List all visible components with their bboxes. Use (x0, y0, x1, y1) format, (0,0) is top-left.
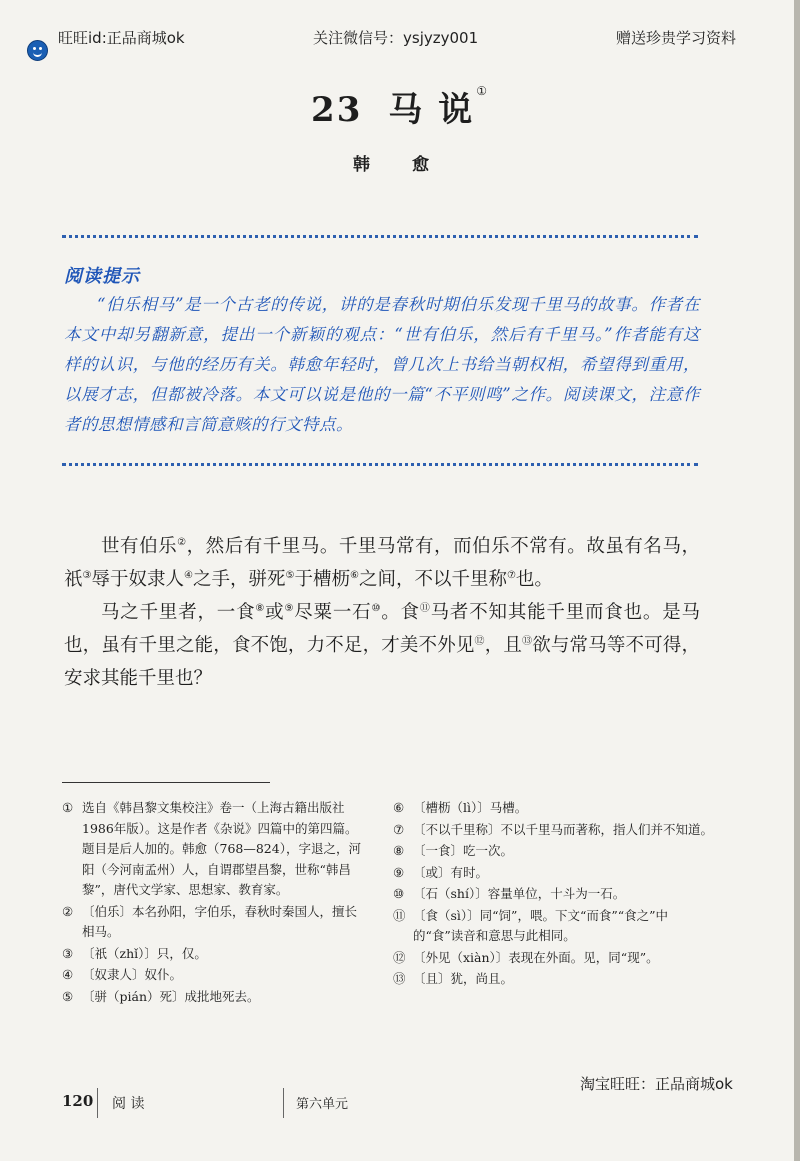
note-ref: ⑩ (371, 602, 382, 614)
footnote-text: 〔石（shí）〕容量单位，十斗为一石。 (413, 886, 626, 901)
text-segment: 马者不知其能千里而食也。是马也，虽有千里之能，食不饱，力不足，才美不外见 (64, 602, 700, 656)
footnote-item (62, 944, 362, 965)
text-segment: 。食 (381, 602, 420, 623)
note-ref: ⑦ (506, 569, 516, 581)
text-segment: 尽粟一石 (294, 602, 372, 623)
text-segment: 或 (265, 602, 285, 623)
note-ref: ⑪ (419, 602, 431, 614)
watermark-left: 旺旺id:正品商城ok (58, 29, 185, 47)
footnote-item (62, 798, 362, 901)
paragraph-2 (64, 596, 700, 695)
footnote-mark: ⑩ (393, 886, 405, 901)
footnote-text: 〔且〕犹，尚且。 (413, 971, 514, 986)
note-ref: ④ (184, 569, 193, 581)
note-ref: ⑥ (349, 569, 359, 581)
footnote-item (62, 902, 362, 943)
footnote-mark: ② (62, 903, 74, 919)
text-segment: 也。 (515, 569, 553, 590)
text-segment: 马之千里者，一食 (101, 602, 256, 623)
text-segment: ，且 (484, 635, 523, 656)
watermark-right: 赠送珍贵学习资料 (616, 29, 737, 47)
footnote-mark: ⑫ (393, 949, 406, 965)
footnote-text: 〔或〕有时。 (413, 864, 489, 880)
text-segment: ，然后有千里马。千里马常有，而伯乐不常有。故虽有名马，祇 (64, 536, 700, 590)
reading-tips-body (64, 290, 700, 440)
footnote-mark: ④ (62, 967, 74, 982)
dotted-divider-bottom (62, 463, 698, 466)
footnote-text: 〔外见（xiàn）〕表现在外面。见，同“现”。 (413, 949, 659, 965)
dotted-divider-top (62, 235, 698, 238)
footnote-rule (62, 782, 270, 783)
footnote-item (393, 906, 713, 947)
footnotes-right-column (393, 798, 713, 991)
note-ref: ⑬ (522, 635, 533, 647)
smiley-icon (27, 40, 48, 61)
footnote-item (393, 884, 713, 905)
unit-label: 第六单元 (296, 1097, 349, 1112)
footnote-text: 〔槽枥（lì）〕马槽。 (413, 800, 528, 815)
page-number: 120 (62, 1092, 94, 1110)
note-ref: ⑧ (255, 602, 266, 614)
lesson-title (0, 82, 800, 131)
footnote-mark: ⑨ (393, 864, 405, 880)
main-text (64, 530, 700, 695)
footer-divider (283, 1088, 284, 1118)
footnote-mark: ⑤ (62, 988, 74, 1004)
title-note-ref: ① (476, 84, 489, 98)
footnote-text: 〔不以千里称〕不以千里马而著称，指人们并不知道。 (413, 821, 714, 837)
footnote-text: 选自《韩昌黎文集校注》卷一（上海古籍出版社1986年版）。这是作者《杂说》四篇中的第四篇。题目是后人加的。韩愈（768—824），字退之，河阳（今河南孟州）人，自谓郡望昌黎，世称“韩昌黎”，唐代文学家、思想家、教育家。 (82, 800, 361, 897)
footnote-mark: ⑪ (393, 907, 406, 923)
text-segment: 之间，不以千里称 (358, 569, 507, 590)
footnote-item (393, 948, 713, 969)
footnote-item (393, 863, 713, 884)
text-segment: 之手，骈死 (192, 569, 286, 590)
footnote-item (393, 798, 713, 819)
footnote-item (393, 820, 713, 841)
footnote-text: 〔祇（zhǐ）〕只，仅。 (82, 945, 207, 961)
footnote-text: 〔骈（pián）死〕成批地死去。 (82, 988, 260, 1004)
footer-divider (97, 1088, 98, 1118)
author: 韩 愈 (353, 155, 447, 175)
lesson-title-text: 马 说 (388, 90, 475, 130)
footnote-item (393, 841, 713, 862)
footnote-text: 〔食（sì）〕同“饲”，喂。下文“而食”“食之”中的“食”读音和意思与此相同。 (413, 907, 669, 943)
text-segment: 于槽枥 (294, 569, 350, 590)
reading-tips-heading: 阅读提示 (64, 266, 140, 287)
footnote-text: 〔一食〕吃一次。 (413, 843, 514, 858)
reading-tips-text: “伯乐相马”是一个古老的传说，讲的是春秋时期伯乐发现千里马的故事。作者在本文中却另翻新意，提出一个新颖的观点：“世有伯乐，然后有千里马。”作者能有这样的认识，与他的经历有关。韩愈年轻时，曾几次上书给当朝权相，希望得到重用，以展才志，但都被冷落。本文可以说是他的一篇“不平则鸣”之作。阅读课文，注意作者的思想情感和言简意赅的行文特点。 (64, 295, 700, 434)
watermark-center: 关注微信号：ysjyzy001 (313, 29, 479, 47)
note-ref: ⑤ (285, 569, 295, 581)
section-label: 阅 读 (112, 1096, 145, 1112)
text-segment: 辱于奴隶人 (91, 569, 184, 590)
note-ref: ⑫ (474, 635, 485, 647)
footnote-mark: ⑥ (393, 800, 405, 815)
footnote-mark: ⑬ (393, 971, 406, 986)
footnotes-left-column (62, 798, 362, 1008)
lesson-number: 23 (311, 90, 363, 130)
footnote-mark: ⑦ (393, 821, 405, 837)
text-segment: 欲与常马等不可得，安求其能千里也？ (64, 635, 700, 689)
footnote-text: 〔伯乐〕本名孙阳，字伯乐，春秋时秦国人，擅长相马。 (82, 903, 358, 939)
note-ref: ② (177, 536, 187, 548)
footnote-item (62, 987, 362, 1008)
watermark-bottom: 淘宝旺旺：正品商城ok (580, 1075, 733, 1093)
text-segment: 世有伯乐 (101, 536, 178, 557)
footnote-text: 〔奴隶人〕奴仆。 (82, 967, 183, 982)
paragraph-1 (64, 530, 700, 596)
footnote-item (393, 969, 713, 990)
footnote-mark: ③ (62, 945, 74, 961)
footnote-mark: ① (62, 800, 74, 815)
note-ref: ③ (82, 569, 92, 581)
footnote-mark: ⑧ (393, 843, 405, 858)
note-ref: ⑨ (284, 602, 295, 614)
footnote-item (62, 965, 362, 986)
